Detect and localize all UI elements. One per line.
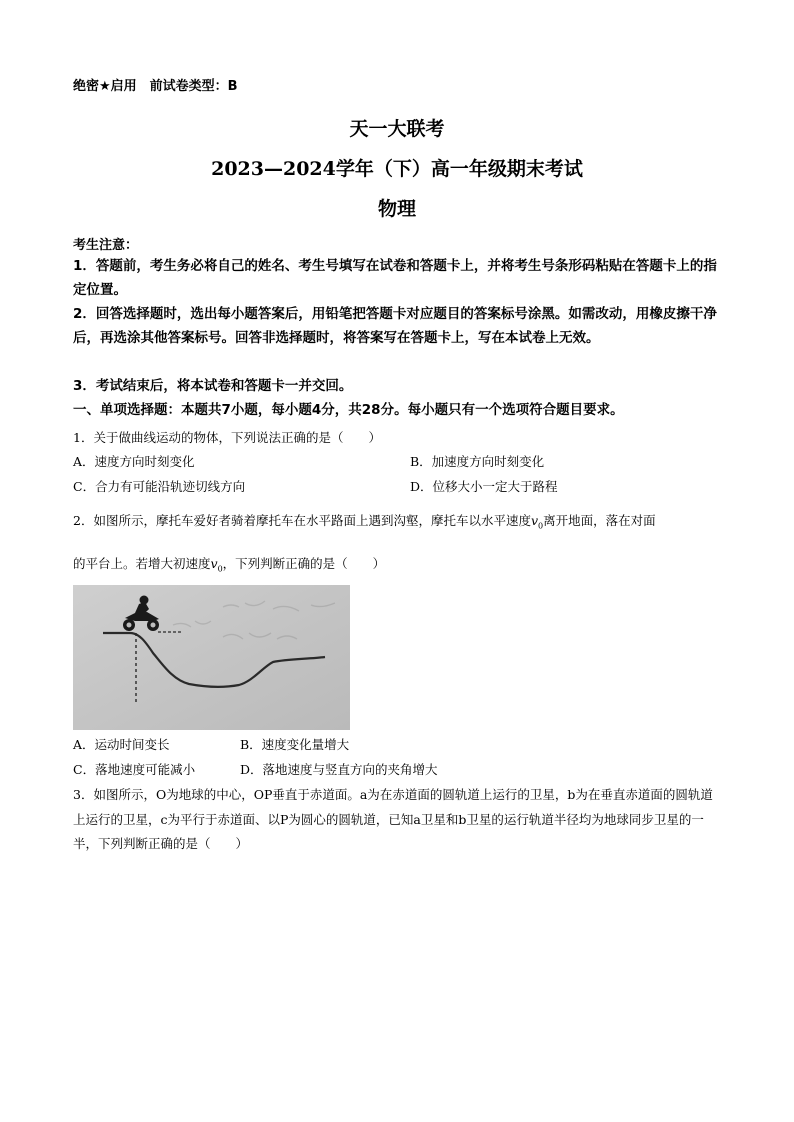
q2-var-sub-2: 0 (217, 564, 223, 574)
q1-option-d: D．位移大小一定大于路程 (410, 479, 558, 494)
q2-stem-b: 离开地面，落在对面 (543, 513, 656, 528)
section-1-title: 一、单项选择题：本题共7小题，每小题4分，共28分。每小题只有一个选项符合题目要求。 (73, 402, 624, 418)
q2-option-c: C．落地速度可能减小 (73, 762, 196, 777)
subject-title: 物理 (377, 198, 416, 220)
notice-heading: 考生注意： (73, 238, 139, 253)
q3-stem: 3．如图所示，O为地球的中心，OP垂直于赤道面。a为在赤道面的圆轨道上运行的卫星，b为在垂直赤道面的圆轨道上运行的卫星，c为平行于赤道面、以P为圆心的圆轨道，已知a卫星和b卫星的运行轨道半径均为地球同步卫星的一半，下列判断正确的是（ ） (73, 787, 713, 851)
exam-title: 2023—2024学年（下）高一年级期末考试 (211, 158, 583, 180)
q2-var-v-2: v (210, 556, 218, 571)
q2-stem-c: 的平台上。若增大初速度 (73, 556, 211, 571)
q2-option-a: A．运动时间变长 (73, 737, 170, 752)
q2-var-sub: 0 (538, 521, 544, 531)
q1-option-a: A．速度方向时刻变化 (73, 454, 195, 469)
q1-stem: 1．关于做曲线运动的物体，下列说法正确的是（ ） (73, 430, 381, 445)
q2-option-d: D．落地速度与竖直方向的夹角增大 (240, 762, 438, 777)
org-title: 天一大联考 (349, 118, 445, 140)
q2-figure-motorcycle-ditch (73, 585, 350, 730)
q2-stem-a: 2．如图所示，摩托车爱好者骑着摩托车在水平路面上遇到沟壑，摩托车以水平速度 (73, 513, 531, 528)
q2-var-v: v (530, 513, 539, 528)
q2-stem-line-2 (73, 554, 385, 574)
q2-stem-d: ，下列判断正确的是（ ） (222, 556, 386, 571)
confidential-label: 绝密★启用 前试卷类型：B (73, 79, 238, 94)
q2-option-b: B．速度变化量增大 (240, 737, 350, 752)
q1-option-b: B．加速度方向时刻变化 (410, 454, 545, 469)
q2-stem-line-1 (73, 511, 656, 531)
q1-option-c: C．合力有可能沿轨迹切线方向 (73, 479, 246, 494)
notice-item-1: 1．答题前，考生务必将自己的姓名、考生号填写在试卷和答题卡上，并将考生号条形码粘贴在答题卡上的指定位置。 (73, 258, 717, 298)
notice-item-3: 3．考试结束后，将本试卷和答题卡一并交回。 (73, 378, 353, 394)
notice-item-2: 2．回答选择题时，选出每小题答案后，用铅笔把答题卡对应题目的答案标号涂黑。如需改动，用橡皮擦干净后，再选涂其他答案标号。回答非选择题时，将答案写在答题卡上，写在本试卷上无效。 (73, 306, 717, 346)
